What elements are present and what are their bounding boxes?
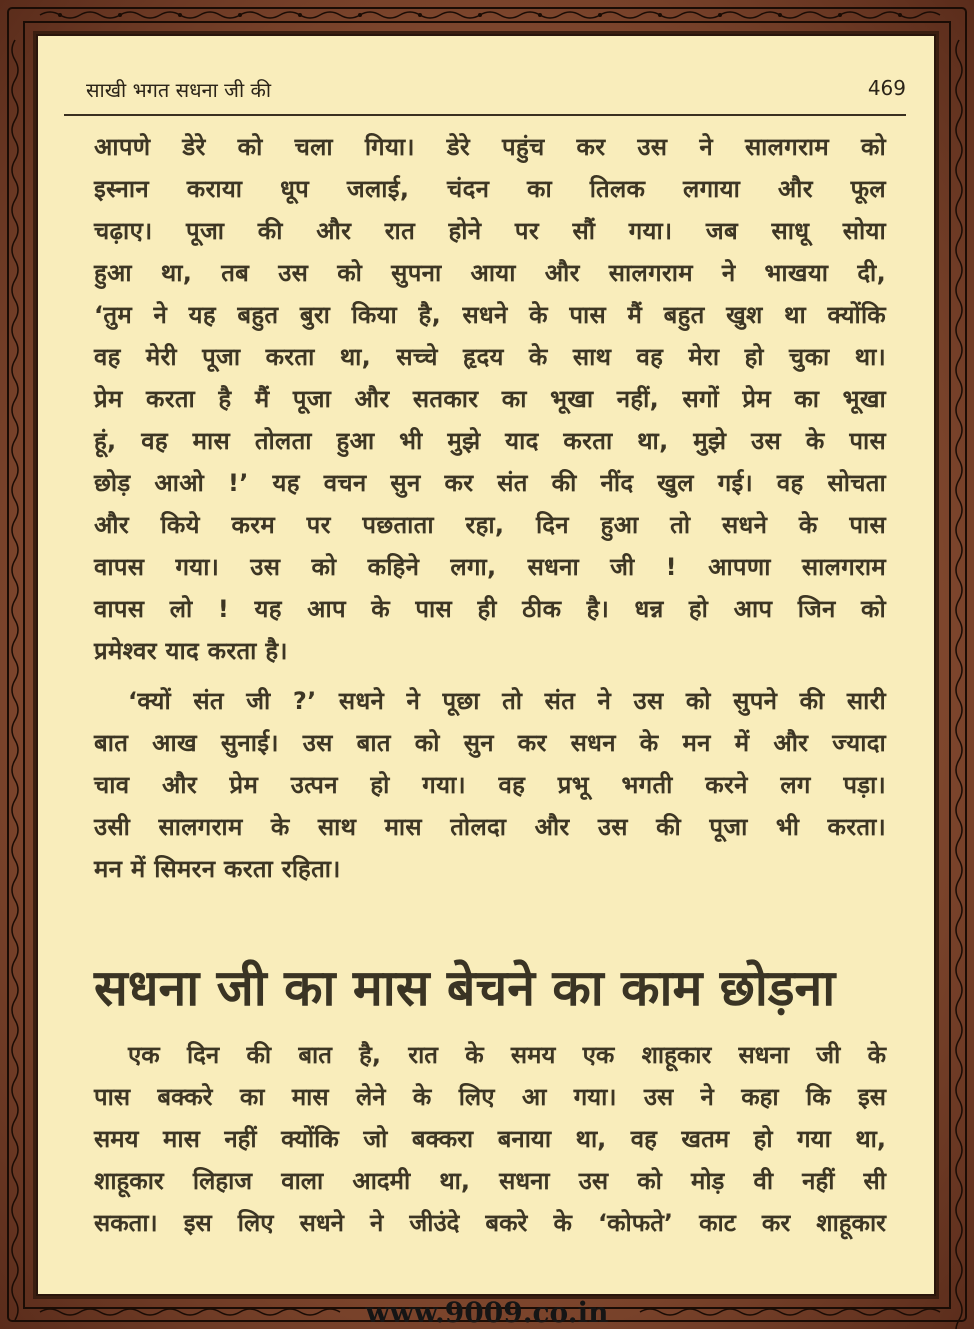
header-rule (64, 114, 906, 116)
text-line: शाहूकार लिहाज वाला आदमी था, सधना उस को मोड़ वी नहीं सी (94, 1167, 886, 1195)
text-line: चाव और प्रेम उत्पन हो गया। वह प्रभू भगती करने लग पड़ा। (94, 771, 886, 799)
running-head (86, 76, 906, 106)
text-line: सकता। इस लिए सधने ने जीउंदे बकरे के ‘कोफते’ काट कर शाहूकार (94, 1209, 886, 1237)
running-title: साखी भगत सधना जी की (86, 78, 272, 102)
text-line: ‘तुम ने यह बहुत बुरा किया है, सधने के पास मैं बहुत खुश था क्योंकि (94, 301, 886, 329)
text-line: समय मास नहीं क्योंकि जो बक्करा बनाया था, वह खतम हो गया था, (94, 1125, 886, 1153)
section-body (94, 1034, 886, 1244)
text-line: प्रेम करता है मैं पूजा और सतकार का भूखा नहीं, सगों प्रेम का भूखा (94, 385, 886, 413)
text-line: और किये करम पर पछताता रहा, दिन हुआ तो सधने के पास (94, 511, 886, 539)
text-line: पास बक्करे का मास लेने के लिए आ गया। उस ने कहा कि इस (94, 1083, 886, 1111)
text-line: चढ़ाए। पूजा की और रात होने पर सौं गया। जब साधू सोया (94, 217, 886, 245)
text-line: मन में सिमरन करता रहिता। (94, 855, 341, 883)
text-line: आपणे डेरे को चला गिया। डेरे पहुंच कर उस ने सालगराम को (94, 133, 886, 161)
paragraph-1 (94, 126, 886, 672)
text-line: इस्नान कराया धूप जलाई, चंदन का तिलक लगाया और फूल (94, 175, 886, 203)
paragraph-2 (94, 680, 886, 890)
text-line: हूं, वह मास तोलता हुआ भी मुझे याद करता था, मुझे उस के पास (94, 427, 886, 455)
text-line: हुआ था, तब उस को सुपना आया और सालगराम ने भाखया दी, (94, 259, 886, 287)
section-heading: सधना जी का मास बेचने का काम छोड़ना (94, 959, 836, 1017)
footer-url[interactable]: www.9009.co.in (365, 1296, 609, 1329)
text-line: ‘क्यों संत जी ?’ सधने ने पूछा तो संत ने उस को सुपने की सारी (128, 687, 886, 715)
text-line: एक दिन की बात है, रात के समय एक शाहूकार सधना जी के (128, 1041, 886, 1069)
text-line: बात आख सुनाई। उस बात को सुन कर सधन के मन में और ज्यादा (94, 729, 886, 757)
text-line: वापस लो ! यह आप के पास ही ठीक है। धन्न हो आप जिन को (94, 595, 886, 623)
body-text (94, 126, 886, 890)
text-line: उसी सालगराम के साथ मास तोलदा और उस की पूजा भी करता। (94, 813, 886, 841)
text-line: प्रमेश्वर याद करता है। (94, 637, 288, 665)
text-line: वह मेरी पूजा करता था, सच्चे हृदय के साथ वह मेरा हो चुका था। (94, 343, 886, 371)
page-number: 469 (867, 76, 906, 100)
page-paper (36, 34, 936, 1296)
text-line: वापस गया। उस को कहिने लगा, सधना जी ! आपणा सालगराम (94, 553, 886, 581)
text-line: छोड़ आओ !’ यह वचन सुन कर संत की नींद खुल गई। वह सोचता (94, 469, 886, 497)
